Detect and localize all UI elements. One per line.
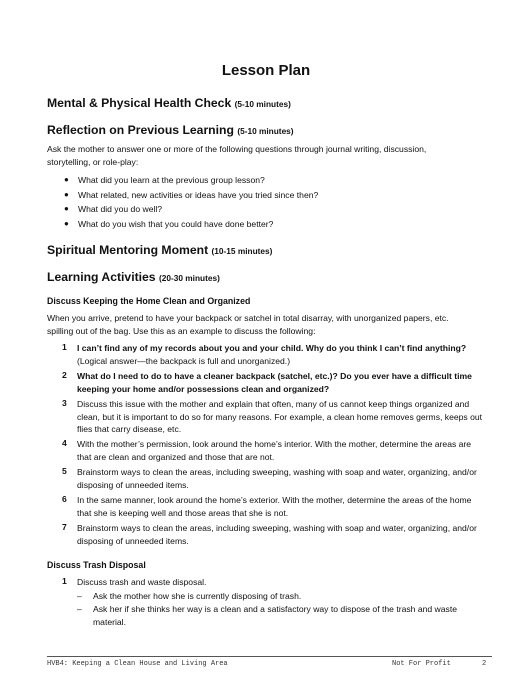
step-text: Brainstorm ways to clean the areas, including sweeping, washing with soap and water, organizing, and/or disposing of unneeded items. xyxy=(77,523,477,546)
activities-heading xyxy=(47,270,220,284)
footer-divider xyxy=(47,656,492,657)
reflection-duration: (5-10 minutes) xyxy=(237,126,294,136)
step-question: I can’t find any of my records about you and your child. Why do you think I can’t find anything? xyxy=(77,343,467,353)
bullet-icon: ● xyxy=(64,204,69,213)
spiritual-title: Spiritual Mentoring Moment xyxy=(47,243,209,257)
reflection-question: What did you learn at the previous group lesson? xyxy=(78,175,265,185)
step-number: 1 xyxy=(62,342,67,352)
subsection-heading: Discuss Trash Disposal xyxy=(47,560,146,570)
page-number: 2 xyxy=(482,660,487,668)
reflection-question: What do you wish that you could have done better? xyxy=(78,218,274,229)
step-number: 2 xyxy=(62,370,67,380)
step-number: 5 xyxy=(62,466,67,476)
bullet-icon: ● xyxy=(64,189,69,199)
sub-item-text: Ask her if she thinks her way is a clean and a satisfactory way to dispose of the trash and waste material. xyxy=(93,604,457,627)
subsection-intro: When you arrive, pretend to have your backpack or satchel in total disarray, with unorganized papers, etc. spilling out of the bag. Use this as an example to discuss the following: xyxy=(47,313,449,336)
list-item xyxy=(64,174,318,189)
footer-notice: Not For Profit xyxy=(392,660,451,668)
sub-item-text: Ask the mother how she is currently disposing of trash. xyxy=(93,591,302,601)
activities-duration: (20-30 minutes) xyxy=(158,273,220,283)
spiritual-duration: (10-15 minutes) xyxy=(211,246,273,256)
dash-icon: – xyxy=(77,591,82,601)
dash-icon: – xyxy=(77,604,82,614)
step-text: With the mother’s permission, look around the home’s interior. With the mother, determine the areas are that are clean and organized and those that are not. xyxy=(77,439,472,462)
reflection-question-list xyxy=(64,174,318,232)
step-text: Brainstorm ways to clean the areas, including sweeping, washing with soap and water, organizing, and/or disposing of unneeded items. xyxy=(77,467,477,490)
health-check-title: Mental & Physical Health Check xyxy=(47,96,232,110)
subsection-heading: Discuss Keeping the Home Clean and Organized xyxy=(47,296,251,306)
step-question: What do I need to do to have a cleaner backpack (satchel, etc.)? Do you ever have a difficult time keeping your home and/or possessions clean and organized? xyxy=(77,371,472,394)
reflection-intro: Ask the mother to answer one or more of the following questions through journal writing, discussion, storytelling, or role-play: xyxy=(47,144,427,167)
bullet-icon: ● xyxy=(64,175,69,184)
step-text: (Logical answer—the backpack is full and unorganized.) xyxy=(77,355,291,366)
step-number: 6 xyxy=(62,494,67,504)
reflection-question: What related, new activities or ideas have you tried since then? xyxy=(78,189,319,200)
activities-title: Learning Activities xyxy=(47,270,156,284)
spiritual-heading xyxy=(47,243,272,257)
footer-document-title: HVB4: Keeping a Clean House and Living Area xyxy=(47,660,228,668)
step-number: 4 xyxy=(62,438,67,448)
step-number: 3 xyxy=(62,398,67,408)
health-check-duration: (5-10 minutes) xyxy=(234,99,291,109)
page-title: Lesson Plan xyxy=(221,62,311,79)
step-text: In the same manner, look around the home’s exterior. With the mother, determine the areas of the home that she is keeping well and those areas that she is not. xyxy=(77,495,472,518)
list-item xyxy=(64,189,318,204)
step-text: Discuss trash and waste disposal. xyxy=(77,577,207,587)
health-check-heading xyxy=(47,96,291,110)
step-number: 1 xyxy=(62,576,67,586)
reflection-heading xyxy=(47,123,294,137)
reflection-title: Reflection on Previous Learning xyxy=(47,123,234,137)
list-item xyxy=(64,218,318,233)
step-text: Discuss this issue with the mother and explain that often, many of us cannot keep things organized and clean, but it is important to do so for many reasons. For example, a clean home removes germs, keeps out flies that carry disease, etc. xyxy=(77,399,483,434)
reflection-question: What did you do well? xyxy=(78,204,163,214)
list-item xyxy=(64,203,318,218)
step-number: 7 xyxy=(62,522,67,532)
bullet-icon: ● xyxy=(64,218,69,228)
